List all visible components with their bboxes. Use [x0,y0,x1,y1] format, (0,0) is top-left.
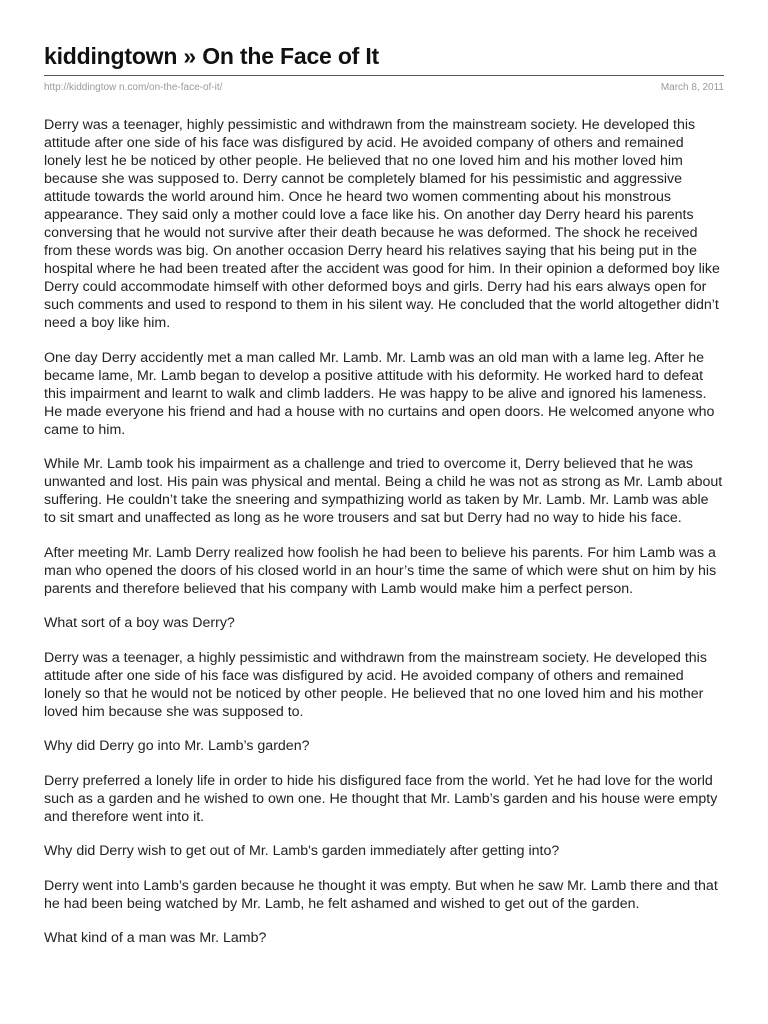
question: Why did Derry wish to get out of Mr. Lamb's garden immediately after getting into? [44,843,560,859]
paragraph: While Mr. Lamb took his impairment as a challenge and tried to overcome it, Derry believed that he was unwanted and lost. His pain was physical and mental. Being a child he was not as strong as Mr. Lamb about suffering. He couldn’t take the sneering and sympathizing world as taken by Mr. Lamb. Mr. Lamb was able to sit smart and unaffected as long as he wore trousers and sat but Derry had no way to hide his face. [44,456,723,526]
page-meta [44,82,724,94]
title-divider [44,75,724,76]
question: Why did Derry go into Mr. Lamb’s garden? [44,738,310,754]
paragraph: Derry preferred a lonely life in order to hide his disfigured face from the world. Yet he had love for the world such as a garden and he wished to own one. He thought that Mr. Lamb’s garden and his house were empty and therefore went into it. [44,772,718,825]
paragraph: After meeting Mr. Lamb Derry realized how foolish he had been to believe his parents. For him Lamb was a man who opened the doors of his closed world in an hour’s time the same of which were shut on him by his parents and therefore believed that his company with Lamb would make him a perfect person. [44,544,717,597]
paragraph: Derry went into Lamb’s garden because he thought it was empty. But when he saw Mr. Lamb there and that he had been being watched by Mr. Lamb, he felt ashamed and wished to get out of the garden. [44,877,718,912]
page-title: kiddingtown » On the Face of It [44,43,379,69]
paragraph: Derry was a teenager, a highly pessimistic and withdrawn from the mainstream society. He developed this attitude after one side of his face was disfigured by acid. He avoided company of others and remained lonely so that he would not be noticed by other people. He believed that no one loved him and his mother loved him because she was supposed to. [44,649,707,720]
question: What sort of a boy was Derry? [44,615,235,631]
article-body [44,116,724,947]
post-date: March 8, 2011 [660,82,724,93]
paragraph: One day Derry accidently met a man called Mr. Lamb. Mr. Lamb was an old man with a lame leg. After he became lame, Mr. Lamb began to develop a positive attitude with his deformity. He worked hard to defeat this impairment and learnt to walk and climb ladders. He was happy to be alive and ignored his lameness. He made everyone his friend and had a house with no curtains and open doors. He welcomed anyone who came to him. [44,349,715,438]
source-url-link[interactable]: http://kiddingtow n.com/on-the-face-of-it/ [44,82,223,93]
question: What kind of a man was Mr. Lamb? [44,930,267,946]
paragraph: Derry was a teenager, highly pessimistic and withdrawn from the mainstream society. He developed this attitude after one side of his face was disfigured by acid. He avoided company of others and remained lonely lest he be noticed by other people. He believed that no one loved him and his mother loved him because she was supposed to. Derry cannot be completely blamed for his pessimistic and aggressive attitude towards the world around him. Once he heard two women commenting about his monstrous appearance. They said only a mother could love a face like his. On another day Derry heard his parents conversing that he would not survive after their death because he was deformed. The shock he received from these words was big. On another occasion Derry heard his relatives saying that his being put in the hospital where he had been treated after the accident was good for him. In their opinion a deformed boy like Derry could accommodate himself with other deformed boys and girls. Derry had his ears always open for such comments and used to respond to them in his silent way. He concluded that the world altogether didn’t need a boy like him. [44,117,720,331]
